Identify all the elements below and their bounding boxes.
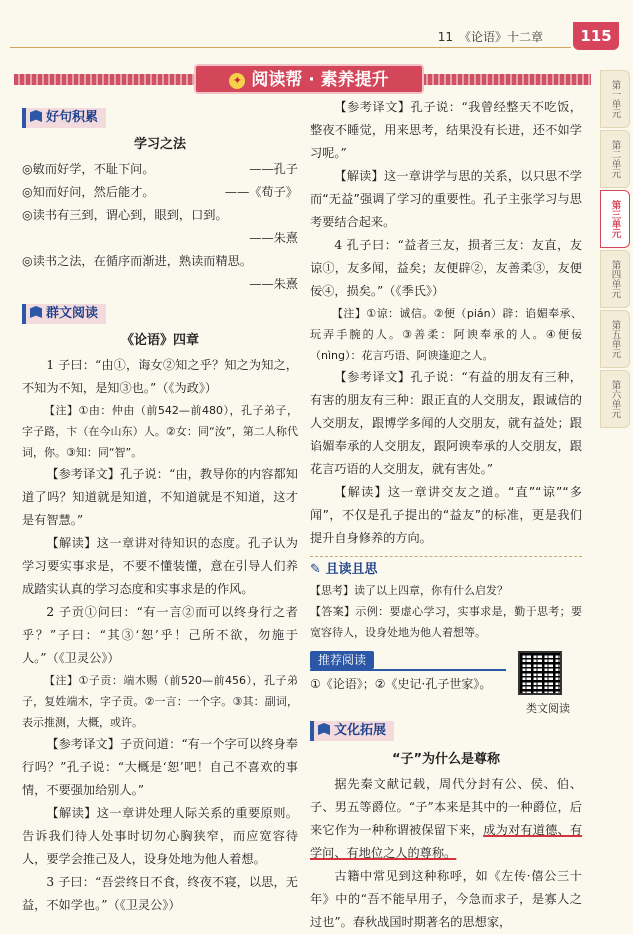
culture-title: “子”为什么是尊称: [391, 752, 501, 767]
chapter-3-reading: 【解读】这一章讲学与思的关系，以只思不学而“无益”强调了学习的重要性。孔子主张学习与思考要结合起来。: [310, 169, 582, 229]
left-column: [22, 100, 298, 917]
tab-unit-3[interactable]: 第三单元: [600, 190, 630, 248]
quote-list: [22, 158, 298, 296]
right-column: [310, 96, 582, 934]
tab-unit-4[interactable]: 第四单元: [600, 250, 630, 308]
quote-item: ◎知而好问，然后能才。 ——《荀子》: [22, 185, 298, 199]
qr-code-icon[interactable]: [518, 651, 562, 695]
underlined-phrase: 成为对有道德、有学问、有地位之人的尊称。: [310, 823, 583, 860]
quote-source: ——朱熹: [249, 231, 298, 245]
chapter-4-reading: 【解读】这一章讲交友之道。“直”“谅”“多闻”，不仅是孔子提出的“益友”的标准，更是我们提升自身修养的方向。: [310, 485, 582, 545]
tab-unit-2[interactable]: 第二单元: [600, 130, 630, 188]
chapter-2-note: 【注】①子贡：端木赐（前520—前456），孔子弟子，复姓端木，字子贡。②一言：一个字。③其：副词，表示推测，大概，或许。: [22, 674, 298, 729]
recommend-rule: [310, 669, 506, 671]
header-rule: [10, 47, 571, 48]
chapter-1-note: 【注】①由：仲由（前542—前480），孔子弟子，字子路，卞（在今山东）人。②女：同“汝”，第二人称代词，你。③知：同“智”。: [22, 404, 298, 459]
chapter-3-translation: 【参考译文】孔子说：“我曾经整天不吃饭，整夜不睡觉，用来思考，结果没有长进，还不如学习呢。”: [310, 100, 582, 160]
chapter-title: 11 《论语》十二章: [437, 30, 543, 44]
chapter-2-translation: 【参考译文】子贡问道：“有一个字可以终身奉行吗？”孔子说：“大概是‘恕’吧！自己不喜欢的事情，不要强加给别人。”: [22, 737, 298, 797]
chapter-1-reading: 【解读】这一章讲对待知识的态度。孔子认为学习要实事求是，不要不懂装懂，意在引导人们养成踏实认真的学习态度和实事求是的作风。: [22, 536, 298, 596]
culture-tag: 文化拓展: [334, 723, 387, 738]
page-number: 115: [573, 22, 619, 50]
tab-unit-6[interactable]: 第六单元: [600, 370, 630, 428]
recommend-tag: 推荐阅读: [310, 651, 374, 669]
chapter-4-text: 4 孔子曰：“益者三友，损者三友：友直，友谅①，友多闻，益矣；友便辟②，友善柔③，友便佞④，损矣。”（《季氏》）: [310, 238, 582, 298]
chapter-1-translation: 【参考译文】孔子说：“由，教导你的内容都知道了吗？知道就是知道，不知道就是不知道，这才是有智慧。”: [22, 467, 298, 527]
page-header: [0, 22, 633, 48]
chapter-4-note: 【注】①谅：诚信。②便（pián）辟：谄媚奉承、玩弄手腕的人。③善柔：阿谀奉承的人。④便佞（nìng）：花言巧语、阿谀逢迎之人。: [310, 307, 582, 362]
group-reading-tag: 群文阅读: [46, 306, 99, 321]
chapter-4-translation: 【参考译文】孔子说：“有益的朋友有三种，有害的朋友有三种：跟正直的人交朋友，跟诚信的人交朋友，跟博学多闻的人交朋友，就有益处；跟谄媚奉承的人交朋友，跟阿谀奉承的人交朋友，跟花言巧语的人交朋友，就有害处。”: [310, 370, 582, 476]
chapter-3-text: 3 子曰：“吾尝终日不食，终夜不寝，以思，无益，不如学也。”（《卫灵公》）: [22, 875, 298, 912]
culture-paragraph-2: 古籍中常见到这种称呼，如《左传·僖公三十年》中的“吾不能早用子，今急而求子，是寡人之过也”。春秋战国时期著名的思想家，: [310, 869, 582, 929]
recommend-box: [310, 649, 582, 713]
group-reading-title: 《论语》四章: [120, 333, 199, 348]
recommend-text: ①《论语》；②《史记·孔子世家》。: [310, 677, 492, 691]
think-box: [310, 556, 582, 643]
good-sentences-header: [22, 106, 298, 129]
banner-title: 阅读帮 · 素养提升: [251, 70, 389, 90]
quote-item: ◎读书有三到，谓心到，眼到，口到。: [22, 208, 228, 222]
chapter-2-reading: 【解读】这一章讲处理人际关系的重要原则。告诉我们待人处事时切勿心胸狭窄，而应宽容待人，要学会推己及人，设身处地为他人着想。: [22, 806, 298, 866]
lightbulb-icon: ✦: [229, 73, 245, 89]
unit-tabs: [600, 70, 633, 430]
section-banner: [14, 64, 591, 94]
tab-unit-5[interactable]: 第五单元: [600, 310, 630, 368]
culture-header: [310, 719, 582, 742]
book-icon: [318, 723, 330, 735]
culture-paragraph-1: 据先秦文献记载，周代分封有公、侯、伯、子、男五等爵位。“子”本来是其中的一种爵位，后来它作为一种称谓被保留下来，成为对有道德、有学问、有地位之人的尊称。: [310, 777, 583, 860]
quote-source: ——朱熹: [249, 277, 298, 291]
good-sentences-tag: 好句积累: [46, 110, 99, 125]
think-question: 【思考】读了以上四章，你有什么启发？: [310, 584, 508, 597]
tab-unit-1[interactable]: 第一单元: [600, 70, 630, 128]
think-tag: ✎ 且读且思: [310, 562, 378, 577]
chapter-2-text: 2 子贡①问曰：“有一言②而可以终身行之者乎？”子曰：“其③‘恕’乎！己所不欲，勿施于人。”（《卫灵公》）: [22, 605, 298, 665]
pen-icon: ✎: [310, 562, 321, 577]
quote-item: ◎读书之法，在循序而渐进，熟读而精思。: [22, 254, 253, 268]
book-icon: [30, 110, 42, 122]
think-answer: 【答案】示例：要虚心学习，实事求是，勤于思考；要宽容待人，设身处地为他人着想等。: [310, 605, 582, 639]
banner-title-box: [194, 64, 424, 94]
quote-item: ◎敏而好学，不耻下问。 ——孔子: [22, 162, 298, 176]
book-icon: [30, 306, 42, 318]
group-reading-header: [22, 302, 298, 325]
chapter-1-text: 1 子曰：“由①，诲女②知之乎？知之为知之，不知为不知，是知③也。”（《为政》）: [22, 358, 298, 395]
good-sentences-title: 学习之法: [133, 137, 186, 152]
qr-caption: 类文阅读: [526, 702, 570, 715]
